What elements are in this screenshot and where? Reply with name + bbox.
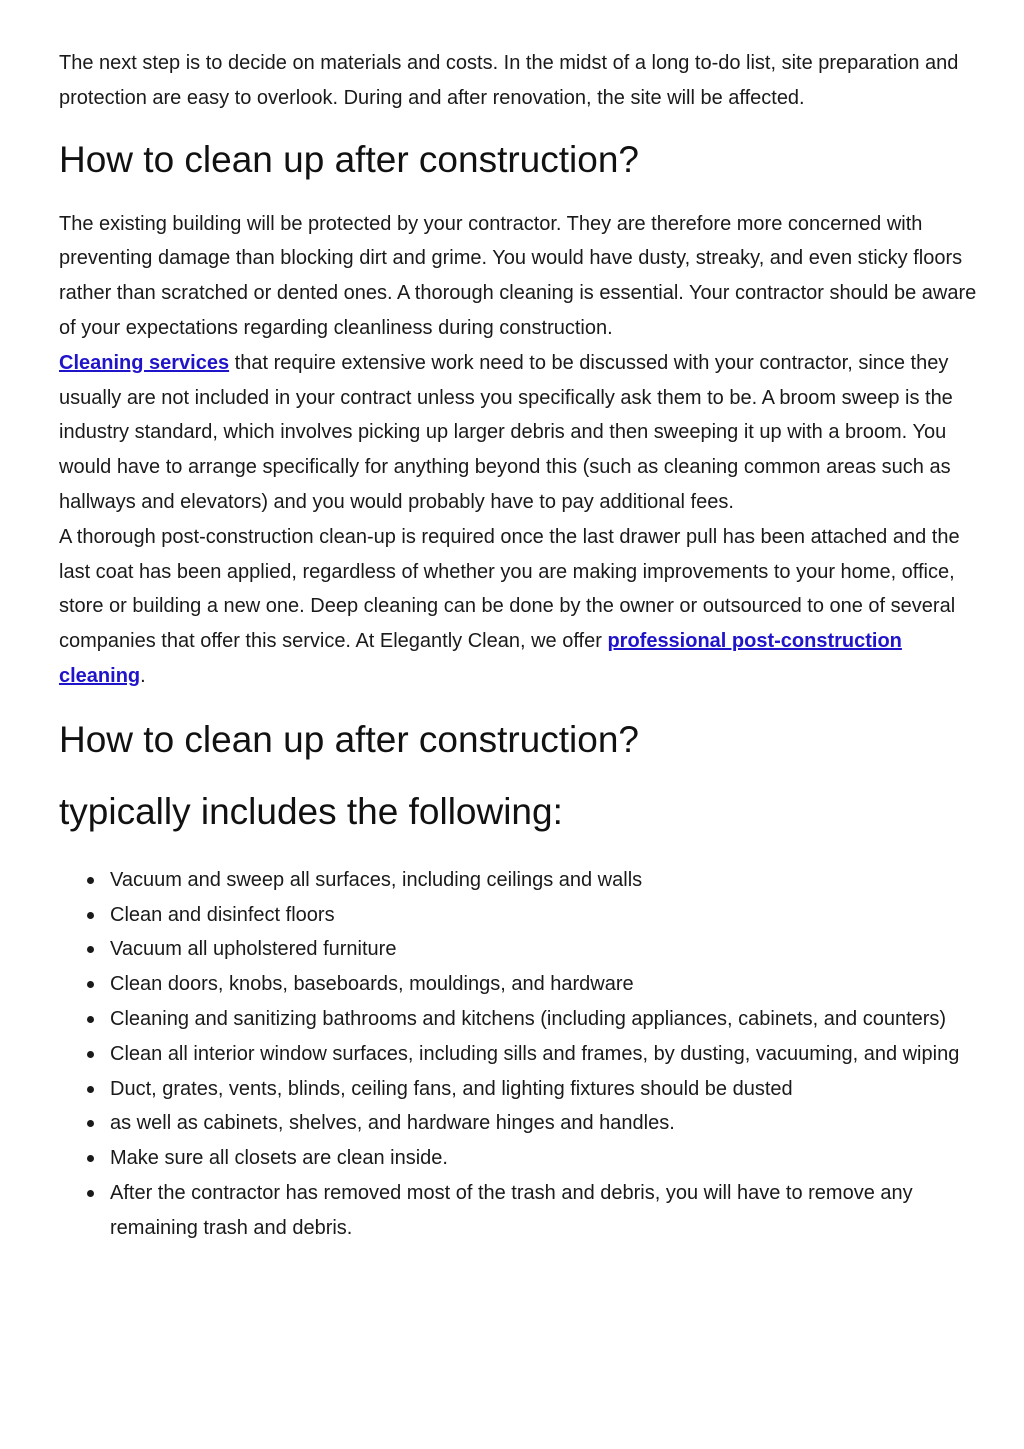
list-item bbox=[110, 967, 979, 1002]
list-item bbox=[110, 932, 979, 967]
cleaning-checklist bbox=[59, 863, 979, 1246]
bullet-icon bbox=[87, 1051, 94, 1058]
bullet-icon bbox=[87, 1086, 94, 1093]
list-item-text: After the contractor has removed most of the trash and debris, you will have to remove any remaining trash and debris. bbox=[110, 1181, 913, 1239]
bullet-icon bbox=[87, 1190, 94, 1197]
list-item bbox=[110, 1106, 979, 1141]
body-text: . bbox=[140, 664, 146, 687]
list-item bbox=[110, 1141, 979, 1176]
bullet-icon bbox=[87, 1016, 94, 1023]
body-paragraph bbox=[59, 207, 979, 694]
list-item bbox=[110, 1037, 979, 1072]
bullet-icon bbox=[87, 912, 94, 919]
list-item-text: Cleaning and sanitizing bathrooms and kitchens (including appliances, cabinets, and counters) bbox=[110, 1007, 947, 1030]
list-item bbox=[110, 1002, 979, 1037]
cleaning-services-link[interactable]: Cleaning services bbox=[59, 351, 230, 374]
list-item-text: as well as cabinets, shelves, and hardware hinges and handles. bbox=[110, 1112, 675, 1135]
section-subheading: typically includes the following: bbox=[59, 790, 563, 832]
section-heading: How to clean up after construction? bbox=[59, 718, 639, 760]
document-page bbox=[59, 46, 979, 1246]
post-construction-cleaning-link[interactable]: professional post-construction cleaning bbox=[59, 630, 902, 687]
list-item-text: Make sure all closets are clean inside. bbox=[110, 1147, 448, 1170]
list-item-text: Clean all interior window surfaces, including sills and frames, by dusting, vacuuming, and wiping bbox=[110, 1042, 960, 1065]
list-item bbox=[110, 863, 979, 898]
body-text: that require extensive work need to be discussed with your contractor, since they usually are not included in your contract unless you specifically ask them to be. A broom sweep is the industry standard, which involves picking up larger debris and then sweeping it up with a broom. You would have to arrange specifically for anything beyond this (such as cleaning common areas such as hallways and elevators) and you would probably have to pay additional fees. bbox=[59, 351, 953, 513]
bullet-icon bbox=[87, 981, 94, 988]
bullet-icon bbox=[87, 1155, 94, 1162]
bullet-icon bbox=[87, 1120, 94, 1127]
list-item-text: Clean doors, knobs, baseboards, mouldings, and hardware bbox=[110, 973, 634, 996]
list-item-text: Duct, grates, vents, blinds, ceiling fans, and lighting fixtures should be dusted bbox=[110, 1077, 793, 1100]
list-item-text: Vacuum all upholstered furniture bbox=[110, 938, 397, 961]
list-item bbox=[110, 1072, 979, 1107]
section-heading: How to clean up after construction? bbox=[59, 138, 639, 180]
body-text: The existing building will be protected by your contractor. They are therefore more concerned with preventing damage than blocking dirt and grime. You would have dusty, streaky, and even sticky floors rather than scratched or dented ones. A thorough cleaning is essential. Your contractor should be aware of your expectations regarding cleanliness during construction. bbox=[59, 212, 977, 339]
body-text: A thorough post-construction clean-up is required once the last drawer pull has been attached and the last coat has been applied, regardless of whether you are making improvements to your home, office, store or building a new one. Deep cleaning can be done by the owner or outsourced to one of several companies that offer this service. At Elegantly Clean, we offer bbox=[59, 525, 960, 653]
list-item bbox=[110, 1176, 979, 1246]
bullet-icon bbox=[87, 946, 94, 953]
list-item bbox=[110, 898, 979, 933]
list-item-text: Clean and disinfect floors bbox=[110, 903, 335, 926]
list-item-text: Vacuum and sweep all surfaces, including ceilings and walls bbox=[110, 868, 643, 891]
bullet-icon bbox=[87, 877, 94, 884]
intro-paragraph: The next step is to decide on materials and costs. In the midst of a long to-do list, site preparation and protection are easy to overlook. During and after renovation, the site will be affected. bbox=[59, 52, 959, 109]
